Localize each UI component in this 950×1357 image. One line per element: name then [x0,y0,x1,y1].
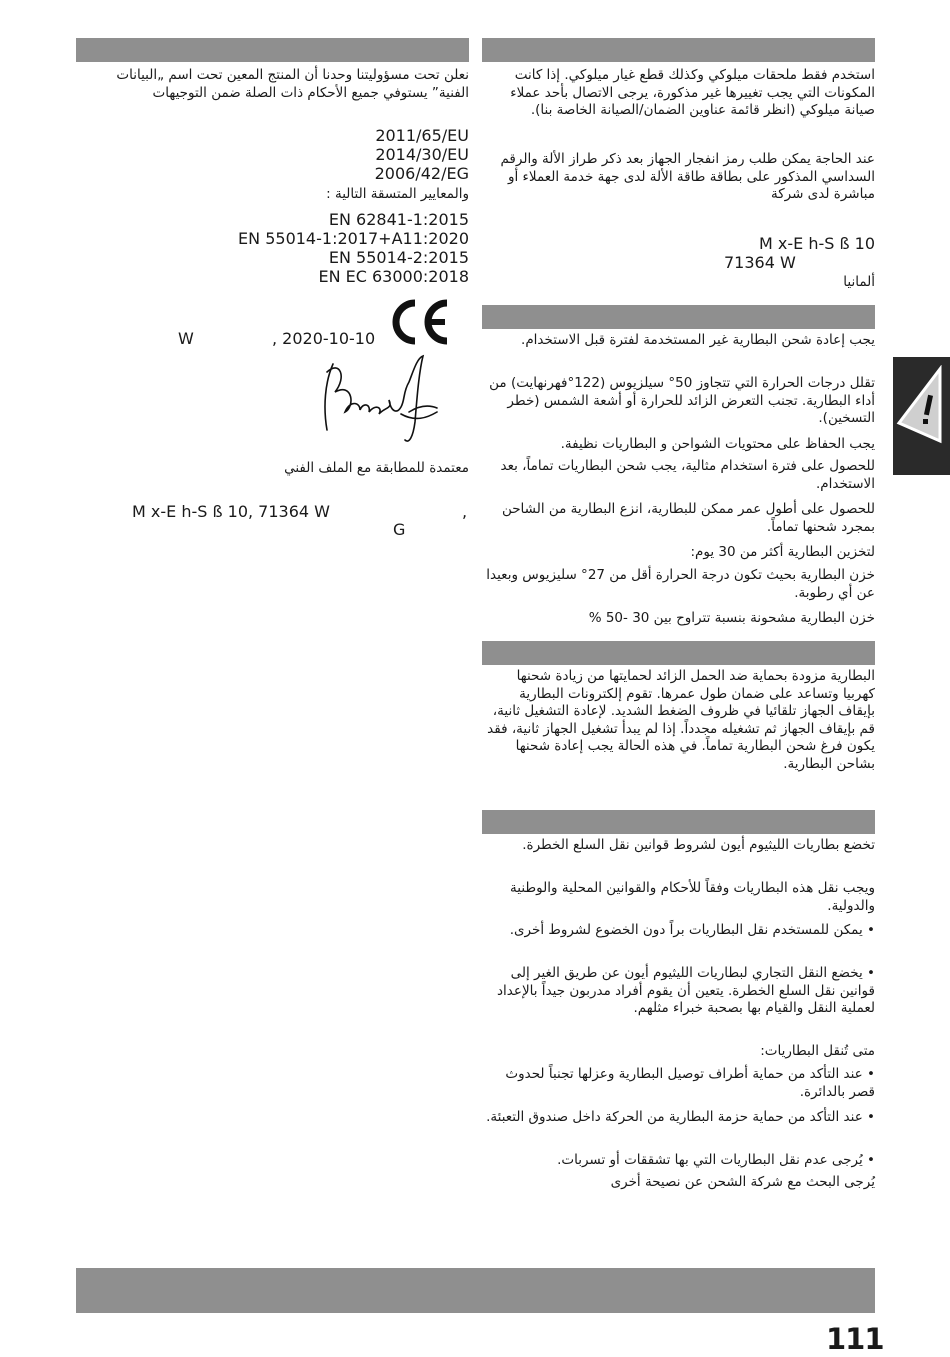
battery-text-3: يجب الحفاظ على محتويات الشواحن و البطاريات نظيفة. [560,436,875,452]
side-warning-tab [893,357,950,475]
standard-2: EN 55014-1:2017+A11:2020 [238,229,469,248]
battery-text-8: خزن البطارية مشحونة بنسبة تتراوح بين 30 -50 % [588,610,875,626]
battery-section-bar [482,305,875,329]
overload-text: البطارية مزودة بحماية ضد الحمل الزائد لحمايتها من زيادة شحنها كهربيا وتساعد على ضمان طول عمرها. تقوم إلكترونات البطارية بإيقاف الجهاز تلقائيا في ظروف الضغط الشديد. لإعادة التشغيل ثانية، قم بإيقاف الجهاز ثم تشغيله مجدداً. إذا لم يبدأ تشغيل الجهاز ثانية، فقد يكون فرغ شحن البطارية تماماً. في هذه الحالة يجب إعادة شحنها بشاحن البطارية. [487,668,875,772]
address-line-2: 71364 W [724,253,796,272]
transport-text-7: • عند التأكد من حماية حزمة البطارية من الحركة داخل صندوق التعبئة. [486,1109,875,1125]
spare-parts-text: استخدم فقط ملحقات ميلوكي وكذلك قطع غيار ميلوكي. إذا كانت المكونات التي يجب تغييرها غير مذكورة، يرجى الاتصال بأحد عملاء صيانة ميلوكي (انظر قائمة عناوين الضمان/الصيانة الخاصة بنا). [510,67,875,118]
date-text: , 2020-10-10 [272,329,376,348]
signature-image [305,352,445,447]
directive-1: 2011/65/EU [375,126,469,145]
standard-1: EN 62841-1:2015 [328,210,469,229]
transport-text-2: ويجب نقل هذه البطاريات وفقاً للأحكام والقوانين المحلية والوطنية والدولية. [510,880,875,914]
transport-text-5: متى تُنقل البطاريات: [760,1043,875,1059]
tech-file-g-letter: G [393,520,406,539]
battery-text-7: خزن البطارية بحيث تكون درجة الحرارة أقل من 27° سليزيوس وبعيدا عن أي رطوبة. [486,567,875,601]
country-text: ألمانيا [843,274,875,290]
transport-text-8: • يُرجى عدم نقل البطاريات التي بها تشققات أو تسربات. [557,1152,875,1168]
standards-label: والمعايير المتسقة التالية : [326,186,469,202]
battery-text-1: يجب إعادة شحن البطارية غير المستخدمة لفترة قبل الاستخدام. [521,332,875,348]
ce-mark [385,297,455,347]
page-number: 111 [826,1322,884,1356]
battery-text-5: للحصول على أطول عمر ممكن للبطارية، انزع البطارية من الشاحن بمجرد شحنها تماماً. [501,501,875,535]
declaration-text: نعلن تحت مسؤوليتنا وحدنا أن المنتج المعين تحت اسم „البيانات الفنية” يستوفي جميع الأحكام ذات الصلة ضمن التوجيهات [116,67,469,101]
standard-3: EN 55014-2:2015 [328,248,469,267]
directive-3: 2006/42/EG [374,164,469,183]
exploded-view-text: عند الحاجة يمكن طلب رمز انفجار الجهاز بعد ذكر طراز الألة والرقم السداسي المذكور على بطاقة طاقة الألة لدى جهة خدمة العملاء أو مباشرة لدى شركة [500,151,875,202]
address-line-1: M x-E h-S ß 10 [758,234,875,253]
transport-text-4: • يخضع النقل التجاري لبطاريات الليثيوم أيون عن طريق الغير إلى قوانين نقل السلع الخطرة. يتعين أن يقوم أفراد مدربون جيداً بالإعداد لعملية النقل والقيام بها بصحبة خبراء مثلهم. [497,965,875,1016]
tech-file-address: M x-E h-S ß 10, 71364 W [132,502,330,521]
directive-2: 2014/30/EU [375,145,469,164]
tech-file-label: معتمدة للمطابقة مع الملف الفني [284,460,469,476]
transport-text-9: يُرجى البحث مع شركة الشحن عن نصيحة أخرى [610,1174,875,1190]
left-section-header-bar [76,38,469,62]
battery-text-2: تقلل درجات الحرارة التي تتجاوز 50° سيلزيوس (122°فهرنهايت) من أداء البطارية. تجنب التعرض الزائد للحرارة أو أشعة الشمس (خطر التسخين). [489,375,875,426]
battery-text-4: للحصول على فترة استخدام مثالية، يجب شحن البطاريات تماماً، بعد الاستخدام. [500,458,875,492]
place-text: W [178,329,194,348]
right-section-header-bar [482,38,875,62]
overload-section-bar [482,641,875,665]
transport-text-6: • عند التأكد من حماية أطراف توصيل البطارية وعزلها تجنباً لحدوث قصر بالدائرة. [505,1066,875,1100]
footer-bar [76,1268,875,1313]
battery-text-6: لتخزين البطارية أكثر من 30 يوم: [690,544,875,560]
transport-text-3: • يمكن للمستخدم نقل البطاريات براً دون الخضوع لشروط أخرى. [509,922,875,938]
transport-text-1: تخضع بطاريات الليثيوم أيون لشروط قوانين نقل السلع الخطرة. [522,837,875,853]
transport-section-bar [482,810,875,834]
tech-file-comma: , [462,502,468,521]
warning-triangle-icon [895,365,947,445]
standard-4: EN EC 63000:2018 [318,267,469,286]
